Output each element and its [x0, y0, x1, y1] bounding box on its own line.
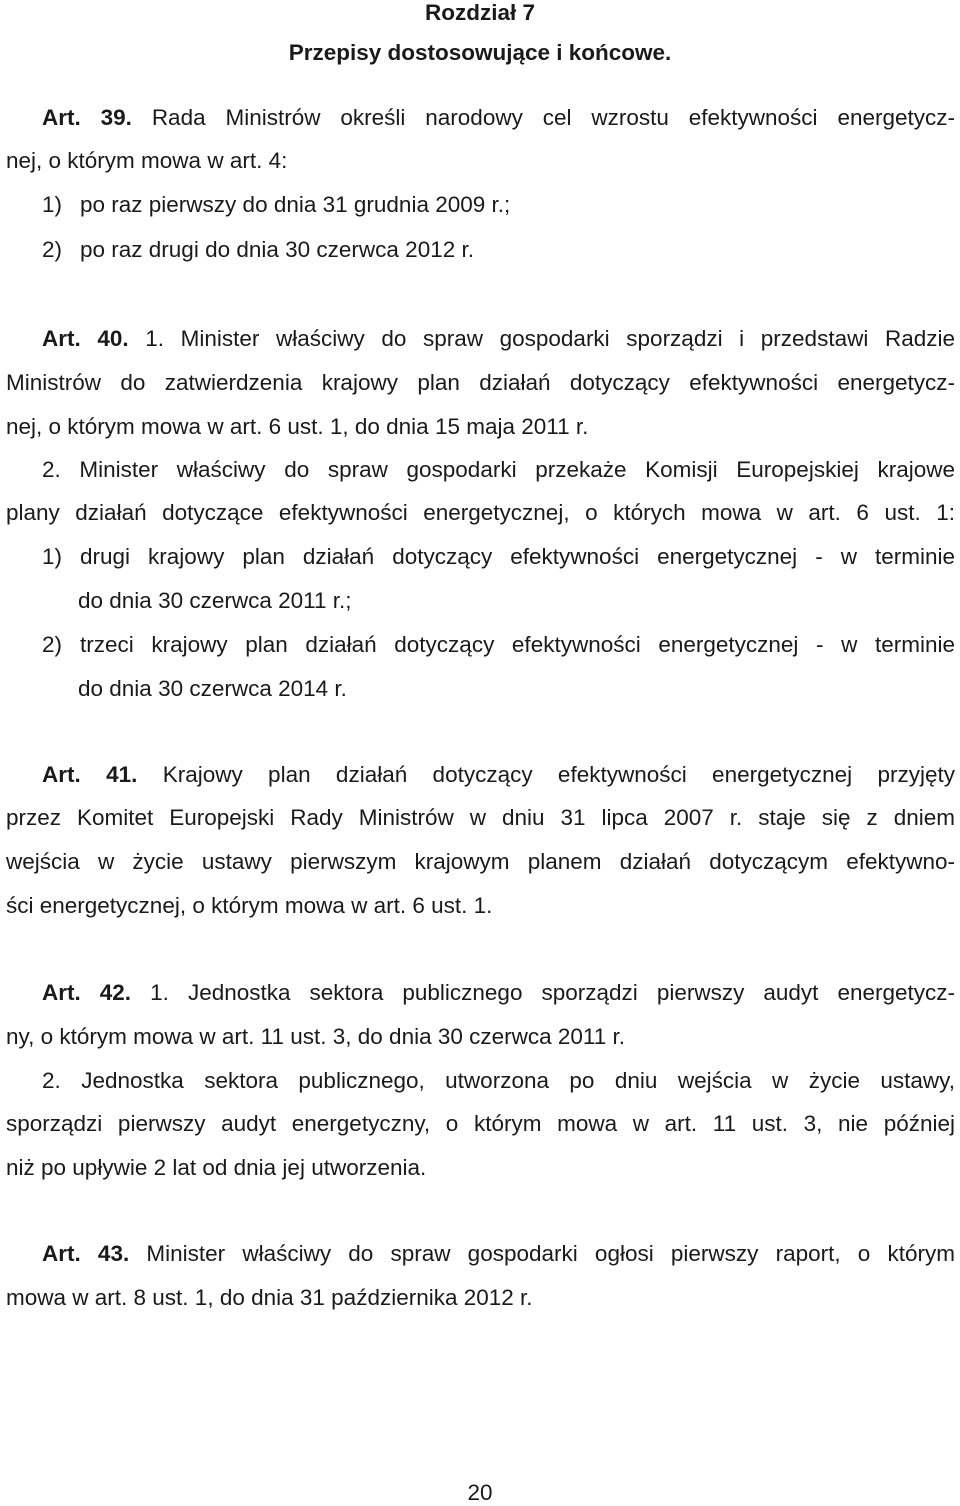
art43-line1: Art. 43. Minister właściwy do spraw gospodarki ogłosi pierwszy raport, o którym	[42, 1241, 955, 1266]
art39-item2: 2) po raz drugi do dnia 30 czerwca 2012 r.	[42, 237, 474, 262]
art40-p2-line1: 2. Minister właściwy do spraw gospodarki przekaże Komisji Europejskiej krajowe	[42, 457, 955, 482]
page-number: 20	[467, 1480, 493, 1505]
art41-label: Art. 41.	[42, 762, 138, 787]
art39-line2: nej, o którym mowa w art. 4:	[6, 148, 288, 173]
art39-label: Art. 39.	[42, 105, 132, 130]
art40-p2-item1-line2: do dnia 30 czerwca 2011 r.;	[78, 588, 352, 613]
art40-p1-line1: Art. 40. 1. Minister właściwy do spraw gospodarki sporządzi i przedstawi Radzie	[42, 326, 955, 351]
art40-p2-item2-line2: do dnia 30 czerwca 2014 r.	[78, 676, 347, 701]
art40-p1-line2: Ministrów do zatwierdzenia krajowy plan działań dotyczący efektywności energetycz-	[6, 370, 955, 395]
art42-p1-line1: Art. 42. 1. Jednostka sektora publicznego sporządzi pierwszy audyt energetycz-	[42, 980, 956, 1005]
art43-label: Art. 43.	[42, 1241, 130, 1266]
chapter-title: Przepisy dostosowujące i końcowe.	[288, 40, 672, 65]
art41-line2: przez Komitet Europejski Rady Ministrów w dniu 31 lipca 2007 r. staje się z dniem	[6, 805, 955, 830]
chapter-heading: Rozdział 7	[424, 0, 536, 25]
art41-line3: wejścia w życie ustawy pierwszym krajowym planem działań dotyczącym efektywno-	[6, 849, 955, 874]
art42-p2-line1: 2. Jednostka sektora publicznego, utworzona po dniu wejścia w życie ustawy,	[42, 1068, 955, 1093]
art40-p2-item1-line1: 1) drugi krajowy plan działań dotyczący efektywności energetycznej - w terminie	[42, 544, 955, 569]
art40-p1-line3: nej, o którym mowa w art. 6 ust. 1, do dnia 15 maja 2011 r.	[6, 414, 589, 439]
art41-line4: ści energetycznej, o którym mowa w art. 6 ust. 1.	[6, 893, 493, 918]
art39-line1: Art. 39. Rada Ministrów określi narodowy cel wzrostu efektywności energetycz-	[42, 105, 955, 130]
art40-p2-item2-line1: 2) trzeci krajowy plan działań dotyczący efektywności energetycznej - w terminie	[42, 632, 955, 657]
art40-label: Art. 40.	[42, 326, 129, 351]
art43-line2: mowa w art. 8 ust. 1, do dnia 31 października 2012 r.	[6, 1285, 533, 1310]
art42-label: Art. 42.	[42, 980, 132, 1005]
art39-item1: 1) po raz pierwszy do dnia 31 grudnia 2009 r.;	[42, 192, 511, 217]
art42-p1-line2: ny, o którym mowa w art. 11 ust. 3, do dnia 30 czerwca 2011 r.	[6, 1024, 626, 1049]
art42-p2-line3: niż po upływie 2 lat od dnia jej utworzenia.	[6, 1155, 427, 1180]
art40-p2-line2: plany działań dotyczące efektywności energetycznej, o których mowa w art. 6 ust. 1:	[6, 500, 955, 525]
art42-p2-line2: sporządzi pierwszy audyt energetyczny, o którym mowa w art. 11 ust. 3, nie później	[6, 1111, 955, 1136]
art41-line1: Art. 41. Krajowy plan działań dotyczący efektywności energetycznej przyjęty	[42, 762, 955, 787]
